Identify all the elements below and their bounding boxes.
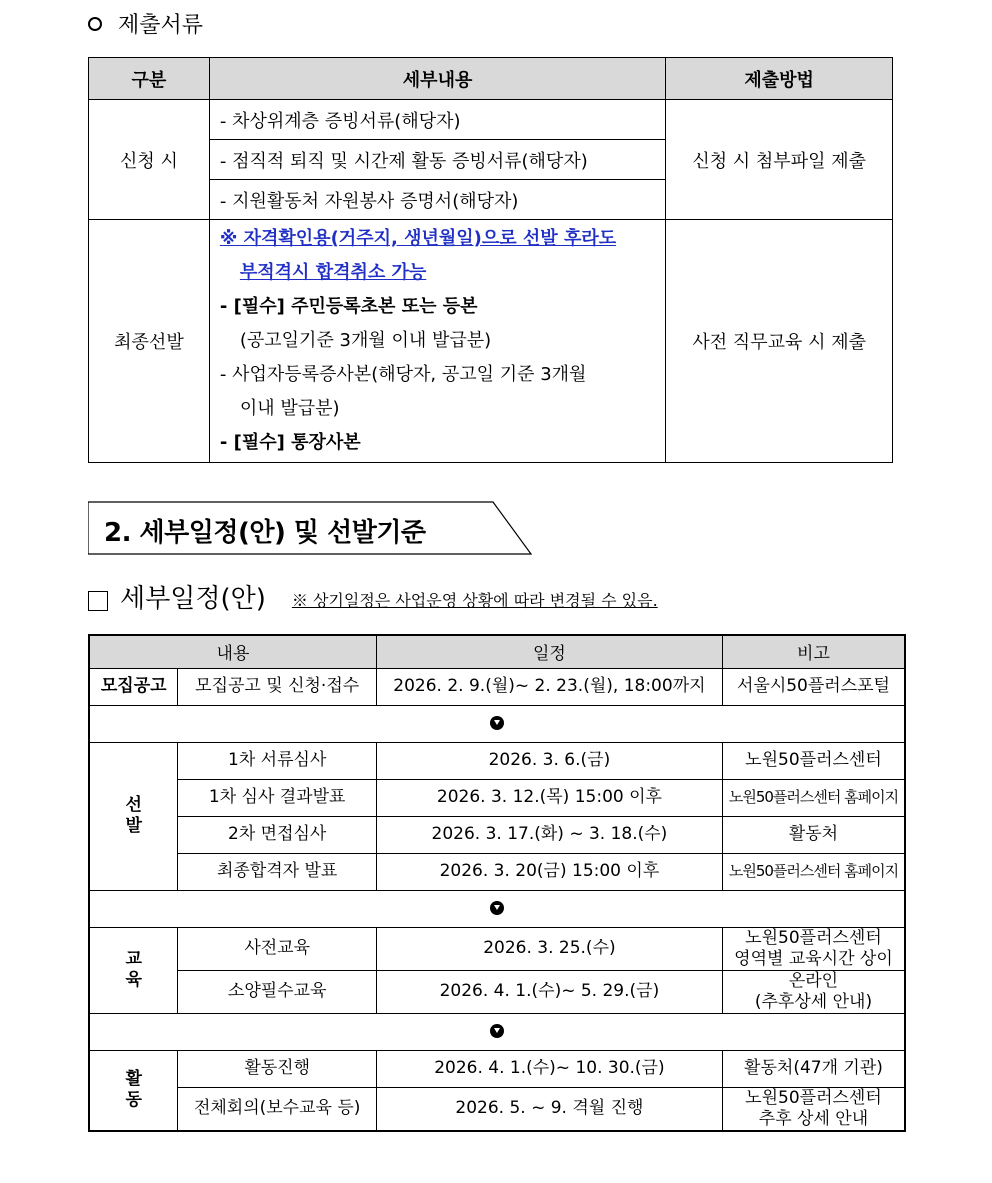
doc-item: - 차상위계층 증빙서류(해당자): [209, 100, 665, 140]
item-cell: 전체회의(보수교육 등): [178, 1087, 376, 1131]
header-content: 내용: [89, 635, 376, 668]
note-line: 영역별 교육시간 상이: [734, 948, 893, 969]
arrow-down-icon: [490, 1024, 504, 1038]
stage-cell: 모집공고: [89, 668, 178, 705]
note-cell: 서울시50플러스포털: [722, 668, 905, 705]
item-cell: 최종합격자 발표: [178, 853, 376, 890]
note-cell: 활동처: [722, 816, 905, 853]
date-cell: 2026. 3. 6.(금): [376, 742, 722, 779]
section-heading: [88, 8, 203, 39]
note-cell: [722, 927, 905, 970]
note-line: 온라인: [788, 970, 839, 991]
note-cell: 노원50플러스센터 홈페이지: [722, 853, 905, 890]
arrow-row: [89, 890, 905, 927]
date-cell: 2026. 3. 17.(화) ~ 3. 18.(수): [376, 816, 722, 853]
note-cell: [722, 1087, 905, 1131]
note-line: 추후 상세 안내: [758, 1108, 869, 1129]
date-cell: 2026. 4. 1.(수)~ 5. 29.(금): [376, 970, 722, 1013]
header-schedule: 일정: [376, 635, 722, 668]
final-doc-items: [209, 220, 665, 463]
schedule-note: ※ 상기일정은 사업운영 상황에 따라 변경될 수 있음.: [291, 591, 658, 610]
item-cell: 사전교육: [178, 927, 376, 970]
table-header-row: [89, 58, 893, 100]
stage-cell: 교육: [89, 927, 178, 1013]
item-cell: 1차 심사 결과발표: [178, 779, 376, 816]
item-cell: 모집공고 및 신청·접수: [178, 668, 376, 705]
doc-item: - [필수] 통장사본: [219, 432, 361, 453]
notice-line-2: 부적격시 합격취소 가능: [239, 262, 427, 283]
arrow-down-icon: [490, 716, 504, 730]
table-row: [89, 220, 893, 463]
table-row: [89, 742, 905, 779]
note-cell: [722, 970, 905, 1013]
note-line: (추후상세 안내): [754, 991, 873, 1012]
method-cell: 사전 직무교육 시 제출: [666, 220, 893, 463]
arrow-row: [89, 705, 905, 742]
stage-cell: 활동: [89, 1050, 178, 1131]
schedule-heading: [88, 578, 658, 615]
header-details: 세부내용: [209, 58, 665, 100]
table-row: [89, 100, 893, 140]
note-cell: 노원50플러스센터 홈페이지: [722, 779, 905, 816]
table-row: [89, 816, 905, 853]
note-cell: 노원50플러스센터: [722, 742, 905, 779]
method-cell: 신청 시 첨부파일 제출: [666, 100, 893, 220]
table-row: [89, 927, 905, 970]
doc-item: - 사업자등록증사본(해당자, 공고일 기준 3개월: [219, 364, 587, 385]
doc-item: - 지원활동처 자원봉사 증명서(해당자): [209, 180, 665, 220]
item-cell: 활동진행: [178, 1050, 376, 1087]
section-banner: [88, 501, 532, 555]
table-header-row: [89, 635, 905, 668]
date-cell: 2026. 5. ~ 9. 격월 진행: [376, 1087, 722, 1131]
doc-item: - 점직적 퇴직 및 시간제 활동 증빙서류(해당자): [209, 140, 665, 180]
documents-table: [88, 57, 893, 463]
item-cell: 2차 면접심사: [178, 816, 376, 853]
notice-line-1: ※ 자격확인용(거주지, 생년월일)으로 선발 후라도: [219, 228, 617, 249]
table-row: [89, 970, 905, 1013]
doc-item: - [필수] 주민등록초본 또는 등본: [219, 296, 478, 317]
doc-item-sub: (공고일기준 3개월 이내 발급분): [239, 330, 492, 351]
date-cell: 2026. 3. 12.(목) 15:00 이후: [376, 779, 722, 816]
note-line: 노원50플러스센터: [745, 927, 882, 948]
circle-bullet-icon: [88, 17, 102, 31]
table-row: [89, 1087, 905, 1131]
note-cell: 활동처(47개 기관): [722, 1050, 905, 1087]
schedule-title: 세부일정(안): [120, 584, 266, 614]
note-line: 노원50플러스센터: [745, 1087, 882, 1108]
square-bullet-icon: [88, 591, 108, 611]
header-method: 제출방법: [666, 58, 893, 100]
item-cell: 소양필수교육: [178, 970, 376, 1013]
banner-title: 2. 세부일정(안) 및 선발기준: [104, 518, 426, 548]
date-cell: 2026. 4. 1.(수)~ 10. 30.(금): [376, 1050, 722, 1087]
section-title: 제출서류: [118, 13, 204, 38]
stage-cell: 선발: [89, 742, 178, 890]
table-row: [89, 1050, 905, 1087]
arrow-down-icon: [490, 901, 504, 915]
schedule-table: [88, 634, 906, 1132]
table-row: [89, 853, 905, 890]
date-cell: 2026. 3. 25.(수): [376, 927, 722, 970]
table-row: [89, 668, 905, 705]
doc-item-sub: 이내 발급분): [239, 398, 340, 419]
category-cell: 최종선발: [89, 220, 210, 463]
arrow-row: [89, 1013, 905, 1050]
table-row: [89, 779, 905, 816]
header-note: 비고: [722, 635, 905, 668]
date-cell: 2026. 3. 20(금) 15:00 이후: [376, 853, 722, 890]
category-cell: 신청 시: [89, 100, 210, 220]
date-cell: 2026. 2. 9.(월)~ 2. 23.(월), 18:00까지: [376, 668, 722, 705]
header-category: 구분: [89, 58, 210, 100]
item-cell: 1차 서류심사: [178, 742, 376, 779]
